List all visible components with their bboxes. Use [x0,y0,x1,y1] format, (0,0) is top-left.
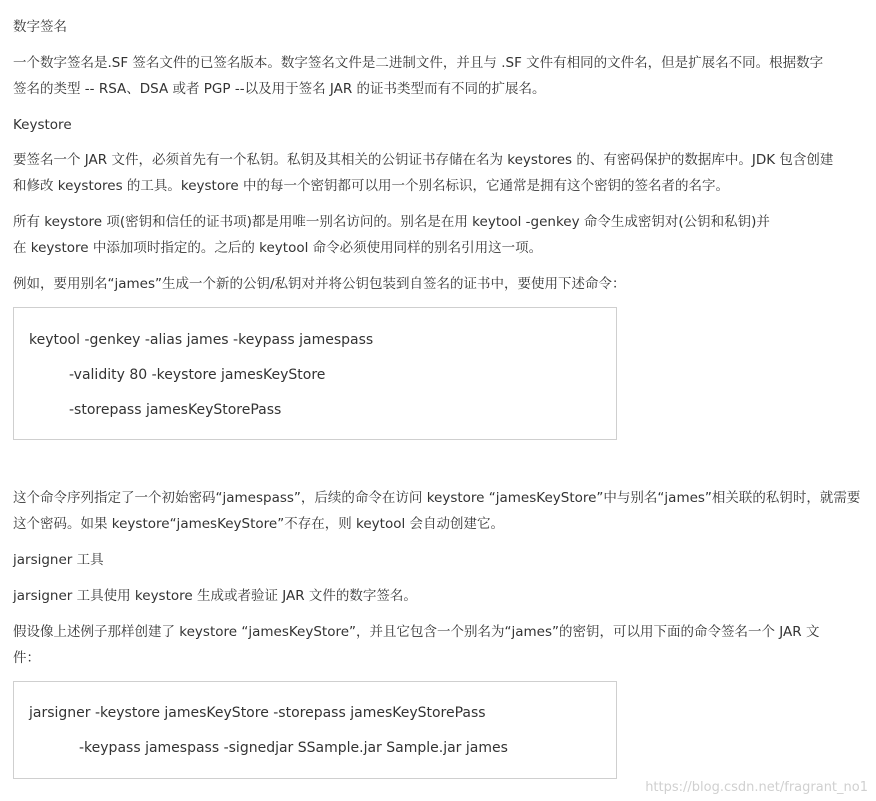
watermark-text: https://blog.csdn.net/fragrant_no1 [645,780,868,795]
signature-paragraph-line-1: 一个数字签名是.SF 签名文件的已签名版本。数字签名文件是二进制文件，并且与 .SF 文件有相同的文件名，但是扩展名不同。根据数字 [13,55,824,71]
code-line: -validity 80 -keystore jamesKeyStore [69,367,326,383]
code-line: -storepass jamesKeyStorePass [69,402,282,418]
signature-paragraph-line-2: 签名的类型 -- RSA、DSA 或者 PGP --以及用于签名 JAR 的证书类型而有不同的扩展名。 [13,81,546,97]
example-paragraph: 例如，要用别名“james”生成一个新的公钥/私钥对并将公钥包装到自签名的证书中，要使用下述命令： [13,276,626,292]
alias-paragraph-line-1: 所有 keystore 项(密钥和信任的证书项)都是用唯一别名访问的。别名是在用 keytool -genkey 命令生成密钥对(公钥和私钥)并 [13,214,770,230]
alias-paragraph-line-2: 在 keystore 中添加项时指定的。之后的 keytool 命令必须使用同样的别名引用这一项。 [13,240,543,256]
code-line: keytool -genkey -alias james -keypass jamespass [29,332,374,348]
heading-jarsigner: jarsigner 工具 [13,552,104,568]
code-block-keytool [13,307,617,440]
code-line: -keypass jamespass -signedjar SSample.jar Sample.jar james [79,740,508,756]
code-line: jarsigner -keystore jamesKeyStore -storepass jamesKeyStorePass [29,705,486,721]
heading-digital-signature: 数字签名 [13,19,67,35]
heading-keystore: Keystore [13,117,72,133]
keystore-paragraph-line-1: 要签名一个 JAR 文件，必须首先有一个私钥。私钥及其相关的公钥证书存储在名为 keystores 的、有密码保护的数据库中。JDK 包含创建 [13,152,834,168]
sequence-paragraph-line-1: 这个命令序列指定了一个初始密码“jamespass”，后续的命令在访问 keystore “jamesKeyStore”中与别名“james”相关联的私钥时，就需要 [13,490,861,506]
sequence-paragraph-line-2: 这个密码。如果 keystore“jamesKeyStore”不存在，则 keytool 会自动创建它。 [13,516,505,532]
keystore-paragraph-line-2: 和修改 keystores 的工具。keystore 中的每一个密钥都可以用一个别名标识，它通常是拥有这个密钥的签名者的名字。 [13,178,729,194]
code-block-jarsigner [13,681,617,779]
jarsigner-paragraph: jarsigner 工具使用 keystore 生成或者验证 JAR 文件的数字签名。 [13,588,417,604]
assume-paragraph-line-1: 假设像上述例子那样创建了 keystore “jamesKeyStore”，并且它包含一个别名为“james”的密钥，可以用下面的命令签名一个 JAR 文 [13,624,820,640]
assume-paragraph-line-2: 件： [13,650,40,666]
